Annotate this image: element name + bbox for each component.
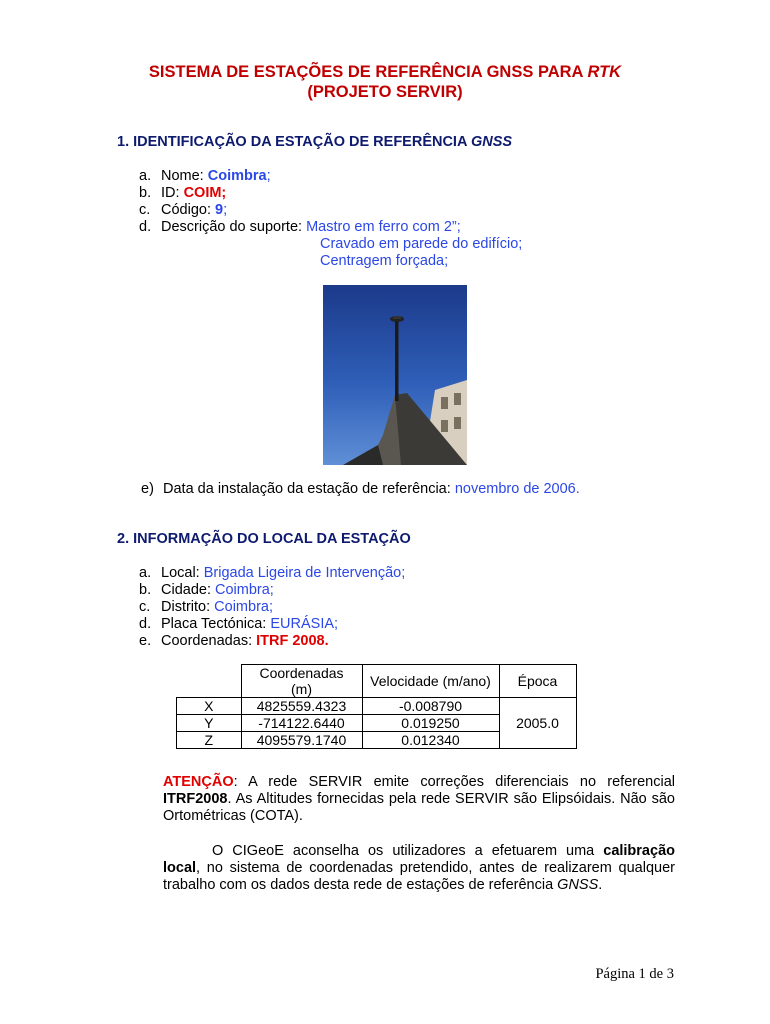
section1-heading-italic: GNSS [470,134,513,150]
item-label: Data da instalação da estação de referência: [163,481,455,497]
axis-label: Y [177,715,242,732]
coord-value: 4095579.1740 [241,732,362,749]
list-item [139,219,461,236]
velocity-value: -0.008790 [362,698,499,715]
item-label: Cidade: [161,582,216,598]
document-title [0,62,770,82]
item-value: 9 [215,202,224,218]
epoch-value: 2005.0 [499,698,576,749]
install-date-row [141,481,580,498]
item-value: Brigada Ligeira de Intervenção; [203,565,406,581]
item-value: ITRF 2008. [256,633,329,649]
page-number: Página 1 de 3 [595,966,674,982]
item-letter: c. [139,202,151,218]
list-item [139,185,226,202]
item-letter: a. [139,168,152,184]
velocity-value: 0.012340 [362,732,499,749]
item-value: Coimbra; [214,599,273,615]
item-value: Mastro em ferro com 2”; [306,219,461,235]
title-italic: RTK [587,63,622,81]
item-suffix: ; [266,168,271,184]
item-value: Coimbra [207,168,267,184]
item-letter: b. [139,185,152,201]
header-velocity: Velocidade (m/ano) [362,665,499,698]
list-item [139,202,227,219]
item-letter: d. [139,616,152,632]
table-header-row [177,665,577,698]
warning-paragraph: ATENÇÃO: A rede SERVIR emite correções diferenciais no referencial ITRF2008. As Altitudes fornecidas pela rede SERVIR são Elipsóidais. Não são Ortométricas (COTA). [163,774,675,824]
item-label: Placa Tectónica: [161,616,271,632]
item-suffix: ; [223,202,228,218]
document-subtitle: (PROJETO SERVIR) [307,83,463,101]
support-extra-line: Cravado em parede do edifício; [320,236,523,252]
section2-heading: 2. INFORMAÇÃO DO LOCAL DA ESTAÇÃO [117,531,411,547]
support-extra-line: Centragem forçada; [320,253,449,269]
table-row [177,698,577,715]
item-label: Distrito: [161,599,215,615]
list-item [139,616,338,633]
warning-label: ATENÇÃO [163,774,234,790]
list-item [139,599,273,616]
axis-label: X [177,698,242,715]
item-letter: e) [141,481,154,497]
list-item [139,565,405,582]
section1-heading-text: 1. IDENTIFICAÇÃO DA ESTAÇÃO DE REFERÊNCIA [117,134,471,150]
list-item [139,582,274,599]
item-letter: b. [139,582,152,598]
item-label: Código: [161,202,216,218]
coord-value: -714122.6440 [241,715,362,732]
list-item [139,168,271,185]
item-value: COIM; [183,185,227,201]
station-photo [323,285,467,465]
velocity-value: 0.019250 [362,715,499,732]
axis-label: Z [177,732,242,749]
header-epoch: Época [499,665,576,698]
install-date-value: novembro de 2006. [454,481,580,497]
item-letter: e. [139,633,152,649]
item-value: Coimbra; [215,582,274,598]
item-label: Nome: [161,168,208,184]
item-label: Local: [161,565,204,581]
item-label: ID: [161,185,184,201]
title-main: SISTEMA DE ESTAÇÕES DE REFERÊNCIA GNSS PARA [148,63,588,81]
item-value: EURÁSIA; [270,616,339,632]
header-coordinates: Coordenadas (m) [241,665,362,698]
item-letter: d. [139,219,152,235]
calibration-paragraph: O CIGeoE aconselha os utilizadores a efetuarem uma calibração local, no sistema de coordenadas pretendido, antes de realizarem qualquer trabalho com os dados desta rede de estações de referência GNSS. [163,843,675,893]
section1-heading [117,134,512,150]
list-item [139,633,329,650]
item-letter: a. [139,565,152,581]
coordinates-table [176,664,577,749]
coord-value: 4825559.4323 [241,698,362,715]
item-label: Descrição do suporte: [161,219,307,235]
item-label: Coordenadas: [161,633,257,649]
item-letter: c. [139,599,151,615]
